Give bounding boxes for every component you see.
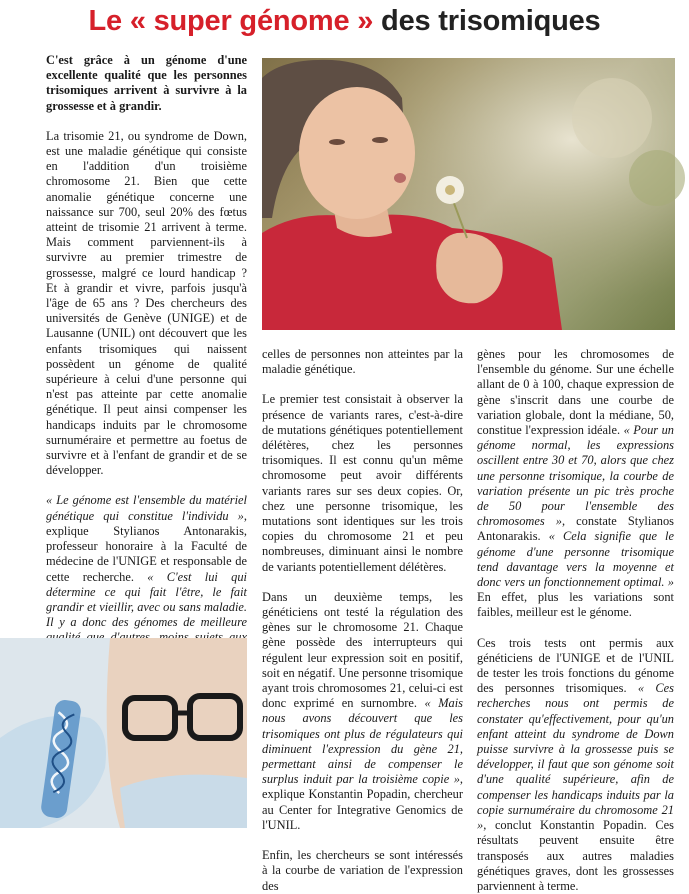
quote: « Cela signifie que le génome d'une personne trisomique tend davantage vers la moyenne et donc vers un fonctionnement optimal. »: [477, 529, 674, 590]
body-text: En effet, plus les variations sont faibles, meilleur est le génome.: [477, 590, 674, 620]
lead-paragraph: C'est grâce à un génome d'une excellente qualité que les personnes trisomiques arrivent à survivre à la grossesse et à grandir.: [46, 53, 247, 113]
body-paragraph: [477, 636, 674, 894]
photo-woman-dandelion: [262, 58, 675, 330]
body-text: gènes pour les chromosomes de l'ensemble du génome. Sur une échelle allant de 0 à 100, chaque expression de gène s'inscrit dans une courbe de variation globale, dont la médiane, 50, constitue l'expression idéale.: [477, 347, 674, 438]
body-paragraph: celles de personnes non atteintes par la maladie génétique.: [262, 347, 463, 377]
body-paragraph: [477, 347, 674, 621]
quote: « Le génome est l'ensemble du matériel génétique qui constitue l'individu »: [46, 493, 247, 523]
quote: « Mais nous avons découvert que les trisomiques ont plus de régulateurs qui diminuent l'expression du gène 21, permettant ainsi de compenser le surplus induit par la troisième copie »: [262, 696, 464, 787]
title-rest: des trisomiques: [373, 5, 601, 37]
body-text: , conclut Konstantin Popadin. Ces résultats peuvent ensuite être transposés aux autres maladies génétiques graves, dont les grossesses parviennent à terme.: [477, 818, 674, 893]
photo-woman-illustration: [262, 58, 675, 330]
body-paragraph: Le premier test consistait à observer la présence de variants rares, c'est-à-dire de mutations génétiques potentiellement délétères, chez les personnes trisomiques. Il est connu qu'un même chromosome peut avoir différents variants rares sur ses deux copies. Or, chez une personne trisomique, les mutations sont identiques sur les trois copies du chromosome 21 et peu nombreuses, diminuant ainsi le nombre de variants potentiellement délétères.: [262, 392, 463, 574]
quote: « C'est lui qui détermine ce qui fait l'être, le fait grandir et vieillir, avec ou sans maladie. Il y a donc des génomes de meilleure: [46, 569, 247, 630]
column-3: [477, 347, 674, 894]
body-text: Ces trois tests ont permis aux généticiens de l'UNIGE et de l'UNIL de tester les trois fonctions du génome des personnes trisomiques.: [477, 635, 674, 696]
quote: « Pour un génome normal, les expressions oscillent entre 30 et 70, alors que chez une personne trisomique, la courbe de variation présente un pic très proche de 50 pour l'ensemble des chromosomes »: [477, 423, 674, 529]
title-highlight: Le « super génome »: [88, 5, 374, 37]
photo-dna-vial: [0, 638, 247, 828]
body-text: , explique Konstantin Popadin, chercheur au Center for Integrative Genomics de l'UNIL.: [262, 772, 463, 832]
body-paragraph: La trisomie 21, ou syndrome de Down, est une maladie génétique qui consiste en l'addition d'un troisième chromosome 21. Bien que cette anomalie génétique concerne une naissance sur 700, seul 20% des fœtus atteint de trisomie 21 arrivent à terme. Mais comment parviennent-ils à survivre au premier trimestre de grossesse, malgré ce lourd handicap ? Et à grandir et vivre, parfois jusqu'à l'âge de 65 ans ? Des chercheurs des universités de Genève (UNIGE) et de Lausanne (UNIL) ont découvert que les enfants trisomiques qui naissent possèdent un génome de qualité supérieure à celui d'une personne qui n'est pas atteinte par cette anomalie génétique. Il peut ainsi compenser les handicaps induits par le chromosome surnuméraire et permettre au foetus de survivre et à l'enfant de grandir et de se développer.: [46, 128, 247, 478]
body-text: , constate Stylianos Antonarakis.: [477, 514, 674, 544]
article-title: [0, 2, 689, 40]
body-text: Dans un deuxième temps, les généticiens ont testé la régulation des gènes sur le chromosome 21. Chaque gène possède des interrupteurs qui régulent leur expression soit en positif, soit en négatif. Une personne trisomique ayant trois chromosomes 21, celui-ci est donc exprimé en surnombre.: [262, 589, 463, 711]
quote: « Ces recherches nous ont permis de constater qu'effectivement, pour qu'un enfant atteint du syndrome de Down puisse survivre à la grossesse puis se développer, il faut que son génome soit d'une qualité supérieure, afin de compenser les handicaps induits par la copie surnuméraire du chromosome 21 »: [477, 681, 674, 833]
column-2: [262, 347, 463, 894]
body-text: , explique Stylianos Antonarakis, professeur honoraire à la Faculté de médecine de l'UNIGE et responsable de cette recherche.: [46, 508, 247, 584]
column-1: [46, 53, 247, 737]
body-paragraph: Enfin, les chercheurs se sont intéressés à la courbe de variation de l'expression des: [262, 848, 463, 893]
body-paragraph: [262, 590, 463, 833]
photo-dna-illustration: [0, 638, 247, 828]
